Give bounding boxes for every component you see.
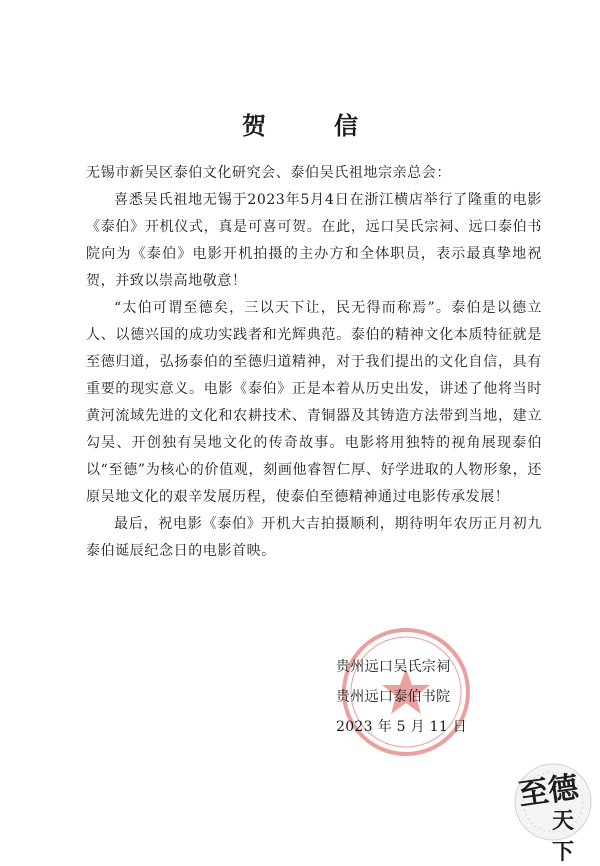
- signature-org-academy: 贵州远口泰伯书院: [336, 689, 451, 705]
- salutation: 无锡市新吴区泰伯文化研究会、泰伯吴氏祖地宗亲总会：: [86, 165, 451, 181]
- logo-line-1: 至德: [516, 769, 581, 813]
- letter-body: [86, 160, 542, 565]
- signature-org-ancestral-hall: 贵州远口吴氏宗祠: [336, 659, 451, 675]
- signature-date: 2023 年 5 月 11 日: [336, 719, 468, 735]
- paragraph-taibo-spirit: “太伯可谓至德矣，三以天下让，民无得而称焉”。泰伯是以德立人、以德兴国的成功实践者和光辉典范。泰伯的精神文化本质特征就是至德归道，弘扬泰伯的至德归道精神，对于我们提出的文化自信，具有重要的现实意义。电影《泰伯》正是本着从历史出发，讲述了他将当时黄河流域先进的文化和农耕技术、青铜器及其铸造方法带到当地，建立勾吴、开创独有吴地文化的传奇故事。电影将用独特的视角展现泰伯以“至德”为核心的价值观，刻画他睿智仁厚、好学进取的人物形象，还原吴地文化的艰辛发展历程，使泰伯至德精神通过电影传承发展！: [86, 300, 542, 505]
- letter-title: 贺 信: [242, 111, 380, 140]
- paragraph-congratulations: 喜悉吴氏祖地无锡于2023年5月4日在浙江横店举行了隆重的电影《泰伯》开机仪式，真是可喜可贺。在此，远口吴氏宗祠、远口泰伯书院向为《泰伯》电影开机拍摄的主办方和全体职员，表示最真挚地祝贺，并致以崇高地敬意！: [86, 192, 542, 289]
- signature-block: [336, 652, 467, 742]
- zhide-tianxia-logo: [512, 760, 594, 865]
- logo-line-2: 天下: [552, 809, 575, 865]
- paragraph-closing: 最后，祝电影《泰伯》开机大吉拍摄顺利，期待明年农历正月初九泰伯诞辰纪念日的电影首映。: [86, 516, 542, 559]
